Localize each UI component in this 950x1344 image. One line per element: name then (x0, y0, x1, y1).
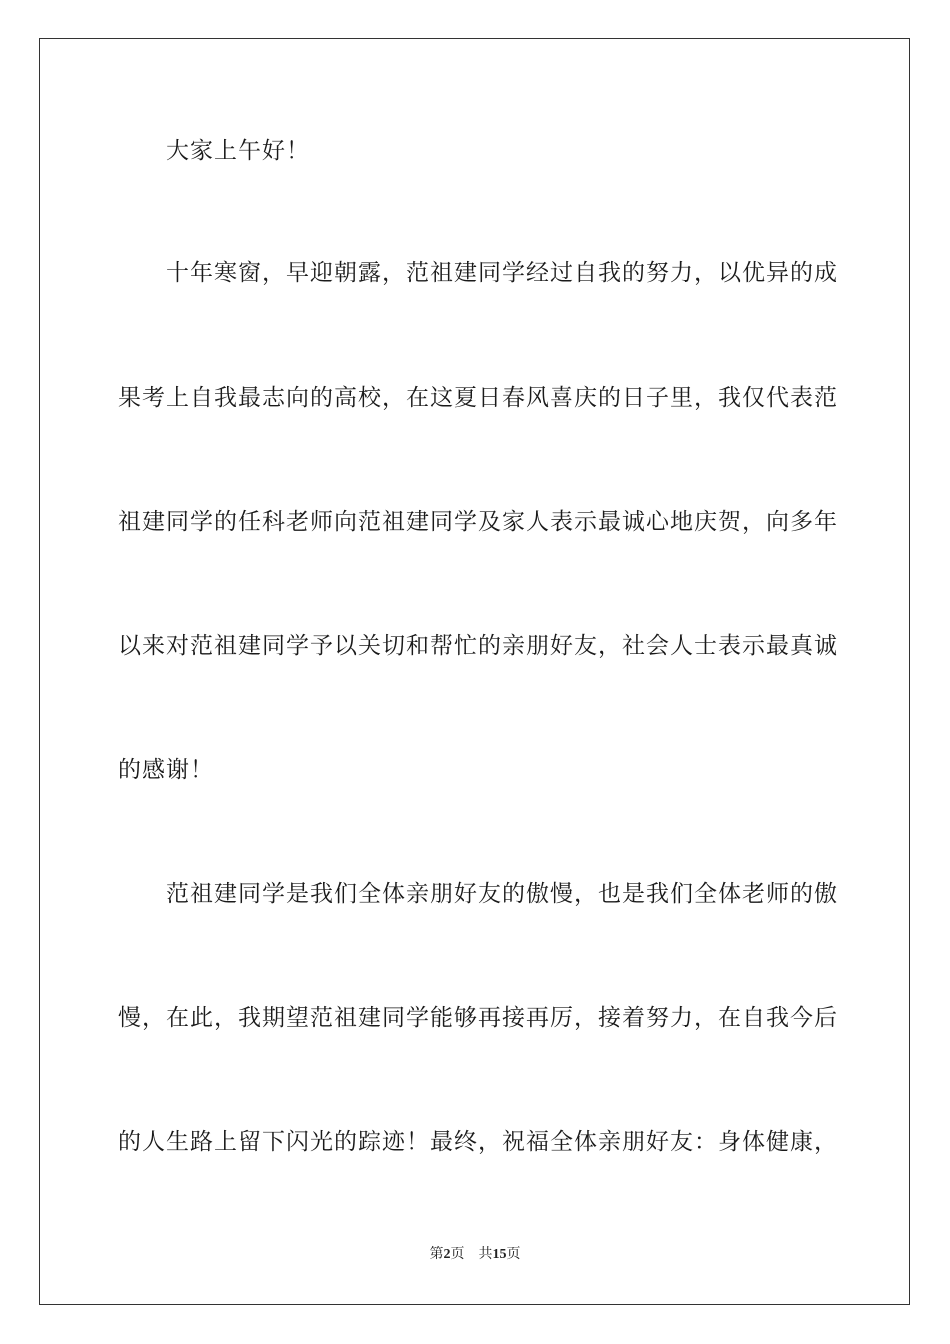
page-number: 2 (443, 1247, 451, 1262)
page-suffix: 页 (450, 1247, 465, 1262)
page-prefix: 第 (429, 1247, 444, 1262)
paragraph-line: 慢，在此，我期望范祖建同学能够再接再厉，接着努力，在自我今后 (118, 1005, 838, 1031)
total-pages: 15 (492, 1247, 507, 1262)
total-suffix: 页 (506, 1247, 521, 1262)
page-footer (0, 1246, 950, 1264)
paragraph-line: 的感谢！ (118, 757, 214, 783)
greeting-line: 大家上午好！ (166, 138, 310, 164)
paragraph-line: 的人生路上留下闪光的踪迹！最终，祝福全体亲朋好友：身体健康， (118, 1129, 838, 1155)
paragraph-line: 祖建同学的任科老师向范祖建同学及家人表示最诚心地庆贺，向多年 (118, 509, 838, 535)
paragraph-line: 以来对范祖建同学予以关切和帮忙的亲朋好友，社会人士表示最真诚 (118, 633, 838, 659)
paragraph-line: 范祖建同学是我们全体亲朋好友的傲慢，也是我们全体老师的傲 (166, 881, 838, 907)
page-border (39, 38, 910, 1305)
paragraph-line: 十年寒窗，早迎朝露，范祖建同学经过自我的努力，以优异的成 (166, 260, 838, 286)
paragraph-line: 果考上自我最志向的高校，在这夏日春风喜庆的日子里，我仅代表范 (118, 385, 838, 411)
total-prefix: 共 (478, 1247, 493, 1262)
